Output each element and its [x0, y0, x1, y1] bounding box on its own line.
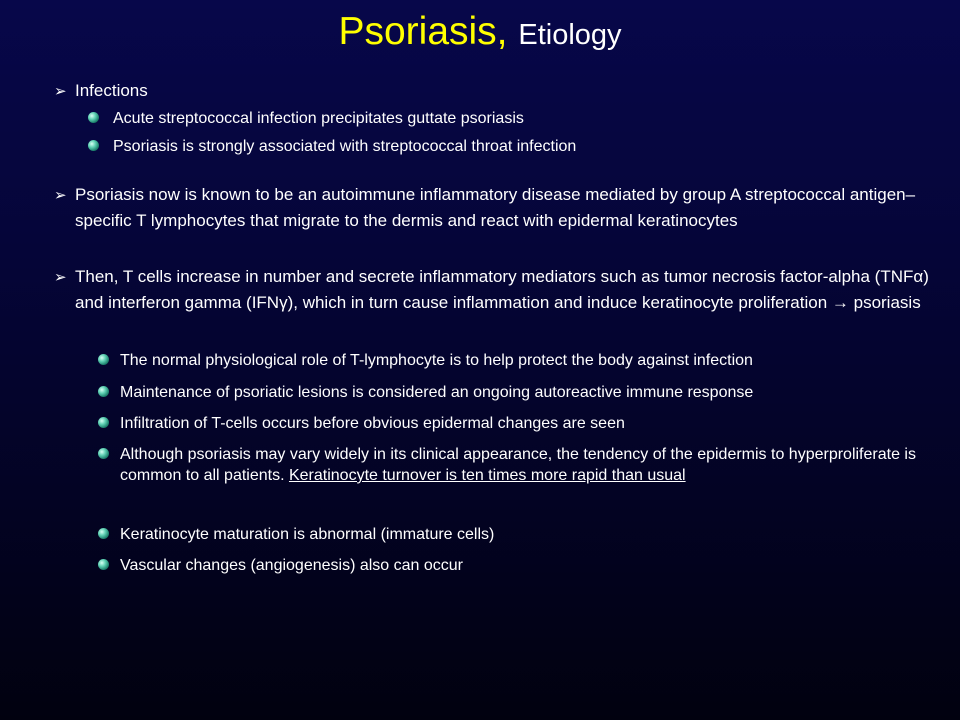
slide-title: [0, 8, 960, 59]
title-main: Psoriasis,: [338, 10, 508, 53]
list-item: [98, 382, 956, 403]
alpha-symbol: α: [913, 267, 924, 286]
list-item-text: Acute streptococcal infection precipitates guttate psoriasis: [113, 110, 524, 127]
ball-bullet-icon: [98, 528, 109, 539]
list-item: [88, 108, 948, 129]
bullet-infections-label: Infections: [75, 81, 148, 100]
underlined-text: Keratinocyte turnover is ten times more rapid than usual: [288, 467, 686, 484]
ball-bullet-icon: [98, 448, 109, 459]
ball-bullet-icon: [98, 386, 109, 397]
list-item-text: Infiltration of T-cells occurs before obvious epidermal changes are seen: [120, 415, 625, 432]
arrow-bullet-icon: ➢: [54, 268, 67, 286]
ball-bullet-icon: [98, 559, 109, 570]
list-item-text-part: Although psoriasis may vary widely in its clinical appearance, the tendency of the epidermis to hyperproliferate is common to all patients.: [120, 446, 916, 484]
list-item: [98, 413, 956, 434]
list-item: [98, 444, 956, 486]
list-item-text: Keratinocyte maturation is abnormal (immature cells): [120, 526, 495, 543]
tcells-text-part: psoriasis: [848, 293, 921, 312]
list-item: [98, 350, 956, 371]
arrow-bullet-icon: ➢: [54, 186, 67, 204]
bullet-tcells: [54, 264, 954, 316]
ball-bullet-icon: [98, 354, 109, 365]
list-item-text: Psoriasis is strongly associated with streptococcal throat infection: [113, 138, 577, 155]
bullet-autoimmune-text: Psoriasis now is known to be an autoimmune inflammatory disease mediated by group A streptococcal antigen–specific T lymphocytes that migrate to the dermis and react with epidermal keratinocytes: [75, 185, 916, 230]
list-item: [98, 555, 956, 576]
list-item-text: [120, 444, 956, 486]
ball-bullet-icon: [88, 140, 99, 151]
right-arrow-icon: →: [831, 293, 849, 312]
tcells-text-part: ), which in turn cause inflammation and induce keratinocyte proliferation: [287, 293, 832, 312]
list-item-text: Vascular changes (angiogenesis) also can occur: [120, 557, 464, 574]
tcells-text-part: ) and interferon gamma (IFN: [75, 267, 929, 312]
bullet-infections: [54, 78, 954, 104]
ball-bullet-icon: [98, 417, 109, 428]
list-item: [98, 524, 956, 545]
list-item: [88, 136, 948, 157]
title-sub: Etiology: [518, 19, 622, 51]
list-item-text: Maintenance of psoriatic lesions is considered an ongoing autoreactive immune response: [120, 384, 754, 401]
ball-bullet-icon: [88, 112, 99, 123]
gamma-symbol: γ: [279, 293, 288, 312]
tcells-text-part: Then, T cells increase in number and secrete inflammatory mediators such as tumor necrosis factor-alpha (TNF: [75, 267, 914, 286]
arrow-bullet-icon: ➢: [54, 82, 67, 100]
bullet-tcells-text: [75, 264, 954, 316]
bullet-autoimmune: [54, 182, 954, 234]
list-item-text: The normal physiological role of T-lymphocyte is to help protect the body against infection: [120, 352, 753, 369]
